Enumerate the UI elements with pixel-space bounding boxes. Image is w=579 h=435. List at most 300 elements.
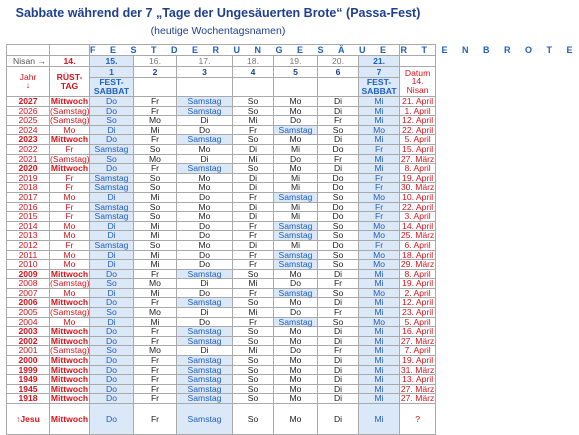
weekday-cell: Mo <box>274 384 318 394</box>
weekday-cell: Fr <box>134 394 177 404</box>
weekday-cell: So <box>233 356 274 366</box>
ruesttag-cell: Mittwoch <box>50 374 89 385</box>
ruesttag-cell: Fr <box>50 183 90 193</box>
empty-cell <box>177 78 233 97</box>
ruesttag-cell: Mittwoch <box>50 355 89 366</box>
weekday-cell: Samstag <box>274 317 318 327</box>
weekday-cell: Fr <box>359 202 400 212</box>
table-row <box>7 192 436 202</box>
weekday-cell: So <box>233 375 274 385</box>
year-cell: 2005 <box>7 308 50 318</box>
weekday-cell: Do <box>90 404 134 435</box>
weekday-cell: Fr <box>134 327 177 337</box>
year-cell: 2016 <box>7 202 50 212</box>
ruesttag-cell: Mo <box>50 250 90 260</box>
jahr-label: Jahr <box>19 71 37 82</box>
weekday-cell: Fr <box>134 375 177 385</box>
weekday-cell: Mo <box>359 231 400 241</box>
weekday-cell: Fr <box>233 250 274 260</box>
weekday-cell: Mi <box>359 356 400 366</box>
weekday-cell: Mi <box>134 250 177 260</box>
weekday-cell: Mi <box>274 144 318 154</box>
weekday-cell: Do <box>90 298 134 308</box>
fest-header-row <box>7 45 436 56</box>
weekday-cell: Di <box>233 240 274 250</box>
empty-cell <box>50 45 90 56</box>
weekday-cell: Di <box>318 365 359 375</box>
empty-cell <box>233 78 274 97</box>
weekday-cell: So <box>233 384 274 394</box>
weekday-cell: Mo <box>359 317 400 327</box>
weekday-cell: So <box>233 365 274 375</box>
table-row <box>7 231 436 241</box>
weekday-cell: Mi <box>134 231 177 241</box>
weekday-cell: Di <box>318 106 359 116</box>
weekday-cell: Di <box>318 269 359 279</box>
ruesttag-cell: Mo <box>50 288 90 298</box>
weekday-cell: Mo <box>274 164 318 174</box>
weekday-cell: Mi <box>134 317 177 327</box>
weekday-cell: Di <box>318 327 359 337</box>
weekday-cell: Samstag <box>177 365 233 375</box>
weekday-cell: So <box>233 327 274 337</box>
table-row <box>7 240 436 250</box>
weekday-cell: Do <box>318 144 359 154</box>
weekday-cell: Samstag <box>90 202 134 212</box>
weekday-cell: So <box>233 164 274 174</box>
weekday-cell: Fr <box>233 221 274 231</box>
year-cell: 2017 <box>7 192 50 202</box>
ruesttag-cell: Mo <box>50 260 90 270</box>
weekday-cell: Fr <box>134 135 177 145</box>
weekday-cell: Samstag <box>177 336 233 346</box>
weekday-cell: Di <box>233 144 274 154</box>
day-number-row <box>7 67 436 78</box>
weekday-cell: Mo <box>274 365 318 375</box>
weekday-cell: Di <box>90 250 134 260</box>
weekday-cell: So <box>318 221 359 231</box>
day-number: 7 <box>359 67 400 78</box>
year-cell: 2018 <box>7 183 50 193</box>
fest-banner: F E S T D E R U N G E S Ä U E R T E N B R O T E <box>90 44 579 55</box>
jesu-label: ↑Jesu <box>7 404 50 435</box>
weekday-cell: Fr <box>233 125 274 135</box>
weekday-cell: Fr <box>134 298 177 308</box>
weekday-cell: Fr <box>134 365 177 375</box>
ruesttag-cell: Mittwoch <box>50 297 89 308</box>
weekday-cell: Fr <box>134 106 177 116</box>
weekday-cell: Di <box>177 346 233 356</box>
weekday-cell: Mi <box>359 336 400 346</box>
weekday-cell: Do <box>274 279 318 289</box>
weekday-cell: Do <box>177 221 233 231</box>
weekday-cell: Fr <box>359 183 400 193</box>
weekday-cell: Di <box>90 231 134 241</box>
weekday-cell: Mi <box>274 212 318 222</box>
weekday-cell: Di <box>318 394 359 404</box>
weekday-cell: Do <box>274 308 318 318</box>
weekday-cell: Mi <box>233 116 274 126</box>
year-cell: 2022 <box>7 144 50 154</box>
weekday-cell: Fr <box>359 144 400 154</box>
date-cell: 29. März <box>400 259 435 270</box>
weekday-cell: Samstag <box>274 288 318 298</box>
weekday-cell: Samstag <box>177 97 233 107</box>
weekday-cell: Di <box>318 375 359 385</box>
nisan-day: 14. <box>50 56 90 67</box>
weekday-cell: So <box>90 154 134 164</box>
weekday-cell: Fr <box>318 346 359 356</box>
weekday-cell: So <box>233 97 274 107</box>
weekday-cell: Do <box>177 231 233 241</box>
date-cell: 27. März <box>400 335 435 346</box>
date-cell: 31. März <box>400 364 435 375</box>
weekday-cell: Do <box>318 212 359 222</box>
ruesttag-cell: Mittwoch <box>50 383 89 394</box>
ruesttag-cell: Mittwoch <box>50 326 89 337</box>
weekday-cell: Do <box>318 202 359 212</box>
weekday-cell: Samstag <box>274 231 318 241</box>
weekday-cell: Mi <box>359 375 400 385</box>
year-cell: 2012 <box>7 240 50 250</box>
weekday-cell: Do <box>177 192 233 202</box>
date-cell: 3. April <box>400 212 436 222</box>
weekday-cell: Mi <box>134 288 177 298</box>
date-cell: 2. April <box>400 288 436 298</box>
weekday-cell: Do <box>177 260 233 270</box>
weekday-cell: Mo <box>177 212 233 222</box>
ruesttag-cell: Mo <box>50 192 90 202</box>
weekday-cell: Mi <box>233 346 274 356</box>
ruesttag-cell: (Samstag) <box>50 345 90 356</box>
nisan-day: 15. <box>90 56 134 67</box>
date-cell: 6. April <box>400 240 436 250</box>
weekday-cell: Fr <box>359 240 400 250</box>
weekday-cell: Do <box>90 384 134 394</box>
year-cell: 1918 <box>7 394 50 404</box>
ruesttag-cell: Fr <box>50 240 90 250</box>
date-cell: 21. April <box>400 97 436 107</box>
empty-cell <box>134 78 177 97</box>
weekday-cell: Mo <box>134 346 177 356</box>
weekday-cell: Samstag <box>177 135 233 145</box>
ruesttag-cell: Mo <box>50 231 90 241</box>
weekday-cell: Di <box>90 221 134 231</box>
weekday-cell: Mi <box>359 308 400 318</box>
weekday-cell: Do <box>177 250 233 260</box>
weekday-cell: Mo <box>274 97 318 107</box>
weekday-cell: Di <box>177 279 233 289</box>
day-number: 1 <box>90 67 134 78</box>
weekday-cell: Di <box>233 202 274 212</box>
date-cell: 25. März <box>400 230 435 241</box>
weekday-cell: Samstag <box>90 240 134 250</box>
weekday-cell: Di <box>318 97 359 107</box>
table-row <box>7 97 436 107</box>
weekday-cell: Mi <box>359 298 400 308</box>
nisan-row <box>7 56 436 67</box>
weekday-cell: Samstag <box>177 298 233 308</box>
weekday-cell: Samstag <box>274 250 318 260</box>
weekday-cell: So <box>134 212 177 222</box>
date-cell: 19. April <box>400 279 436 289</box>
weekday-cell: Mi <box>359 404 400 435</box>
weekday-cell: Fr <box>134 269 177 279</box>
weekday-cell: So <box>90 346 134 356</box>
page-subtitle: (heutige Wochentagsnamen) <box>150 25 286 37</box>
date-cell: ? <box>400 404 436 435</box>
date-cell: 13. April <box>400 375 436 385</box>
weekday-cell: Mo <box>274 327 318 337</box>
date-cell: 19. April <box>400 173 436 183</box>
weekday-cell: Mo <box>177 144 233 154</box>
date-cell: 27. März <box>400 153 435 164</box>
weekday-cell: Fr <box>318 116 359 126</box>
ruesttag-cell: Mo <box>50 317 90 327</box>
weekday-cell: Fr <box>359 212 400 222</box>
ruesttag-cell: Mittwoch <box>50 364 89 375</box>
weekday-cell: Do <box>318 173 359 183</box>
weekday-cell: Di <box>90 260 134 270</box>
weekday-cell: So <box>233 336 274 346</box>
date-cell: 12. April <box>400 116 436 126</box>
page-title: Sabbate während der 7 „Tage der Ungesäuerten Brote“ (Passa-Fest) <box>15 6 421 20</box>
weekday-cell: Mo <box>134 279 177 289</box>
weekday-cell: Samstag <box>177 384 233 394</box>
weekday-cell: Samstag <box>274 125 318 135</box>
year-cell: 2025 <box>7 116 50 126</box>
weekday-cell: So <box>233 394 274 404</box>
table-body <box>7 44 579 435</box>
date-cell: 10. April <box>400 192 436 202</box>
year-cell: 2023 <box>7 135 50 145</box>
date-cell: 18. April <box>400 250 436 260</box>
ruesttag-cell: Mittwoch <box>50 393 89 404</box>
weekday-cell: Di <box>318 404 359 435</box>
ruesttag-header: RÜST- TAG <box>50 67 90 97</box>
weekday-cell: Fr <box>134 356 177 366</box>
weekday-cell: Mi <box>274 173 318 183</box>
weekday-cell: So <box>233 135 274 145</box>
weekday-cell: So <box>134 144 177 154</box>
weekday-cell: So <box>134 183 177 193</box>
jahr-header <box>7 67 50 97</box>
weekday-cell: Samstag <box>177 404 233 435</box>
weekday-cell: Mi <box>359 327 400 337</box>
weekday-cell: Samstag <box>90 212 134 222</box>
weekday-cell: Do <box>90 97 134 107</box>
weekday-cell: Do <box>274 346 318 356</box>
festsabbat-last: FEST- SABBAT <box>359 78 400 97</box>
weekday-cell: Mi <box>359 154 400 164</box>
weekday-cell: Mi <box>359 346 400 356</box>
year-cell: 2010 <box>7 260 50 270</box>
ruesttag-cell: Mo <box>50 125 90 135</box>
weekday-cell: Mo <box>177 183 233 193</box>
ruesttag-cell: (Samstag) <box>50 153 90 164</box>
weekday-cell: Di <box>90 125 134 135</box>
ruesttag-cell: Fr <box>50 173 90 183</box>
date-cell: 5. April <box>400 317 436 327</box>
weekday-cell: Do <box>274 154 318 164</box>
weekday-cell: So <box>318 250 359 260</box>
weekday-cell: Di <box>233 173 274 183</box>
date-cell: 30. März <box>400 182 435 193</box>
table-row <box>7 356 436 366</box>
weekday-cell: Samstag <box>177 269 233 279</box>
weekday-cell: Mi <box>134 260 177 270</box>
weekday-cell: Do <box>177 317 233 327</box>
weekday-cell: Do <box>177 125 233 135</box>
weekday-cell: Mi <box>359 279 400 289</box>
weekday-cell: Mi <box>233 308 274 318</box>
weekday-cell: Di <box>318 164 359 174</box>
weekday-cell: Mi <box>134 221 177 231</box>
weekday-cell: Mo <box>134 116 177 126</box>
nisan-day: 21. <box>359 56 400 67</box>
year-cell: 2027 <box>7 97 50 107</box>
weekday-cell: Di <box>318 298 359 308</box>
weekday-cell: Di <box>318 135 359 145</box>
table-row <box>7 144 436 154</box>
weekday-cell: Mi <box>274 202 318 212</box>
weekday-cell: Mi <box>359 116 400 126</box>
year-cell: 2000 <box>7 356 50 366</box>
weekday-cell: Fr <box>134 336 177 346</box>
weekday-cell: Samstag <box>90 144 134 154</box>
table-row <box>7 212 436 222</box>
weekday-cell: Do <box>274 116 318 126</box>
weekday-cell: Samstag <box>90 173 134 183</box>
weekday-cell: Di <box>233 183 274 193</box>
weekday-cell: Samstag <box>274 192 318 202</box>
table-row <box>7 375 436 385</box>
weekday-cell: Fr <box>318 279 359 289</box>
year-cell: 2004 <box>7 317 50 327</box>
date-cell: 23. April <box>400 308 436 318</box>
jesu-row <box>7 404 436 435</box>
date-cell: 8. April <box>400 269 436 279</box>
weekday-cell: So <box>134 173 177 183</box>
weekday-cell: So <box>318 317 359 327</box>
weekday-cell: Di <box>318 384 359 394</box>
weekday-cell: Samstag <box>177 106 233 116</box>
weekday-cell: Mi <box>359 384 400 394</box>
empty-cell <box>7 45 50 56</box>
weekday-cell: Samstag <box>274 221 318 231</box>
weekday-cell: So <box>233 404 274 435</box>
weekday-cell: So <box>233 269 274 279</box>
weekday-cell: Mi <box>134 125 177 135</box>
year-cell: 2026 <box>7 106 50 116</box>
year-cell: 1999 <box>7 365 50 375</box>
ruesttag-cell: (Samstag) <box>50 115 90 126</box>
weekday-cell: Mo <box>274 269 318 279</box>
weekday-cell: Mi <box>359 97 400 107</box>
day-number: 2 <box>134 67 177 78</box>
date-cell: 27. März <box>400 393 435 404</box>
weekday-cell: Mo <box>274 106 318 116</box>
table-row <box>7 260 436 270</box>
weekday-cell: Mi <box>274 183 318 193</box>
year-cell: 2019 <box>7 173 50 183</box>
weekday-cell: So <box>90 116 134 126</box>
weekday-cell: Do <box>90 356 134 366</box>
ruesttag-cell: Fr <box>50 212 90 222</box>
weekday-cell: Mo <box>274 404 318 435</box>
weekday-cell: Mo <box>359 125 400 135</box>
ruesttag-cell: Mittwoch <box>50 134 89 145</box>
year-cell: 2007 <box>7 288 50 298</box>
year-cell: 2015 <box>7 212 50 222</box>
ruesttag-cell: Mo <box>50 221 90 231</box>
date-cell: 22. April <box>400 125 436 135</box>
weekday-cell: Di <box>90 288 134 298</box>
weekday-cell: So <box>134 240 177 250</box>
weekday-cell: Samstag <box>177 327 233 337</box>
year-cell: 2013 <box>7 231 50 241</box>
day-number: 4 <box>233 67 274 78</box>
weekday-cell: Mo <box>359 260 400 270</box>
nisan-day: 17. <box>177 56 233 67</box>
year-cell: 1949 <box>7 375 50 385</box>
weekday-cell: Do <box>90 365 134 375</box>
weekday-cell: Di <box>233 212 274 222</box>
weekday-cell: Do <box>90 327 134 337</box>
ruesttag-cell: (Samstag) <box>50 105 90 116</box>
empty-cell <box>274 78 318 97</box>
weekday-cell: Do <box>90 269 134 279</box>
day-number: 6 <box>318 67 359 78</box>
year-cell: 2001 <box>7 346 50 356</box>
weekday-cell: Mo <box>274 356 318 366</box>
weekday-cell: Mi <box>359 365 400 375</box>
nisan-day: 19. <box>274 56 318 67</box>
weekday-cell: Samstag <box>274 260 318 270</box>
ruesttag-cell: Mittwoch <box>50 268 89 279</box>
weekday-cell: Do <box>90 135 134 145</box>
date-cell: 1. April <box>400 106 436 116</box>
down-arrow-icon: ↓ <box>25 80 31 91</box>
weekday-cell: Mi <box>359 164 400 174</box>
year-cell: 1945 <box>7 384 50 394</box>
day-number: 5 <box>274 67 318 78</box>
weekday-cell: So <box>318 288 359 298</box>
ruesttag-cell: Fr <box>50 202 90 212</box>
year-cell: 2020 <box>7 164 50 174</box>
weekday-cell: Mi <box>233 154 274 164</box>
weekday-cell: Fr <box>318 154 359 164</box>
nisan-day: 20. <box>318 56 359 67</box>
weekday-cell: Mi <box>134 192 177 202</box>
weekday-cell: Samstag <box>177 356 233 366</box>
date-cell: 15. April <box>400 144 436 154</box>
weekday-cell: So <box>318 231 359 241</box>
weekday-cell: Mo <box>359 288 400 298</box>
date-cell: 19. April <box>400 356 436 366</box>
weekday-cell: Di <box>177 308 233 318</box>
weekday-cell: Mi <box>233 279 274 289</box>
year-cell: 2011 <box>7 250 50 260</box>
weekday-cell: Do <box>318 183 359 193</box>
weekday-cell: So <box>90 308 134 318</box>
weekday-cell: Fr <box>233 288 274 298</box>
nisan-day: 16. <box>134 56 177 67</box>
ruesttag-cell: Mittwoch <box>50 163 89 174</box>
weekday-cell: Mo <box>274 375 318 385</box>
day-number: 3 <box>177 67 233 78</box>
weekday-cell: Do <box>90 394 134 404</box>
